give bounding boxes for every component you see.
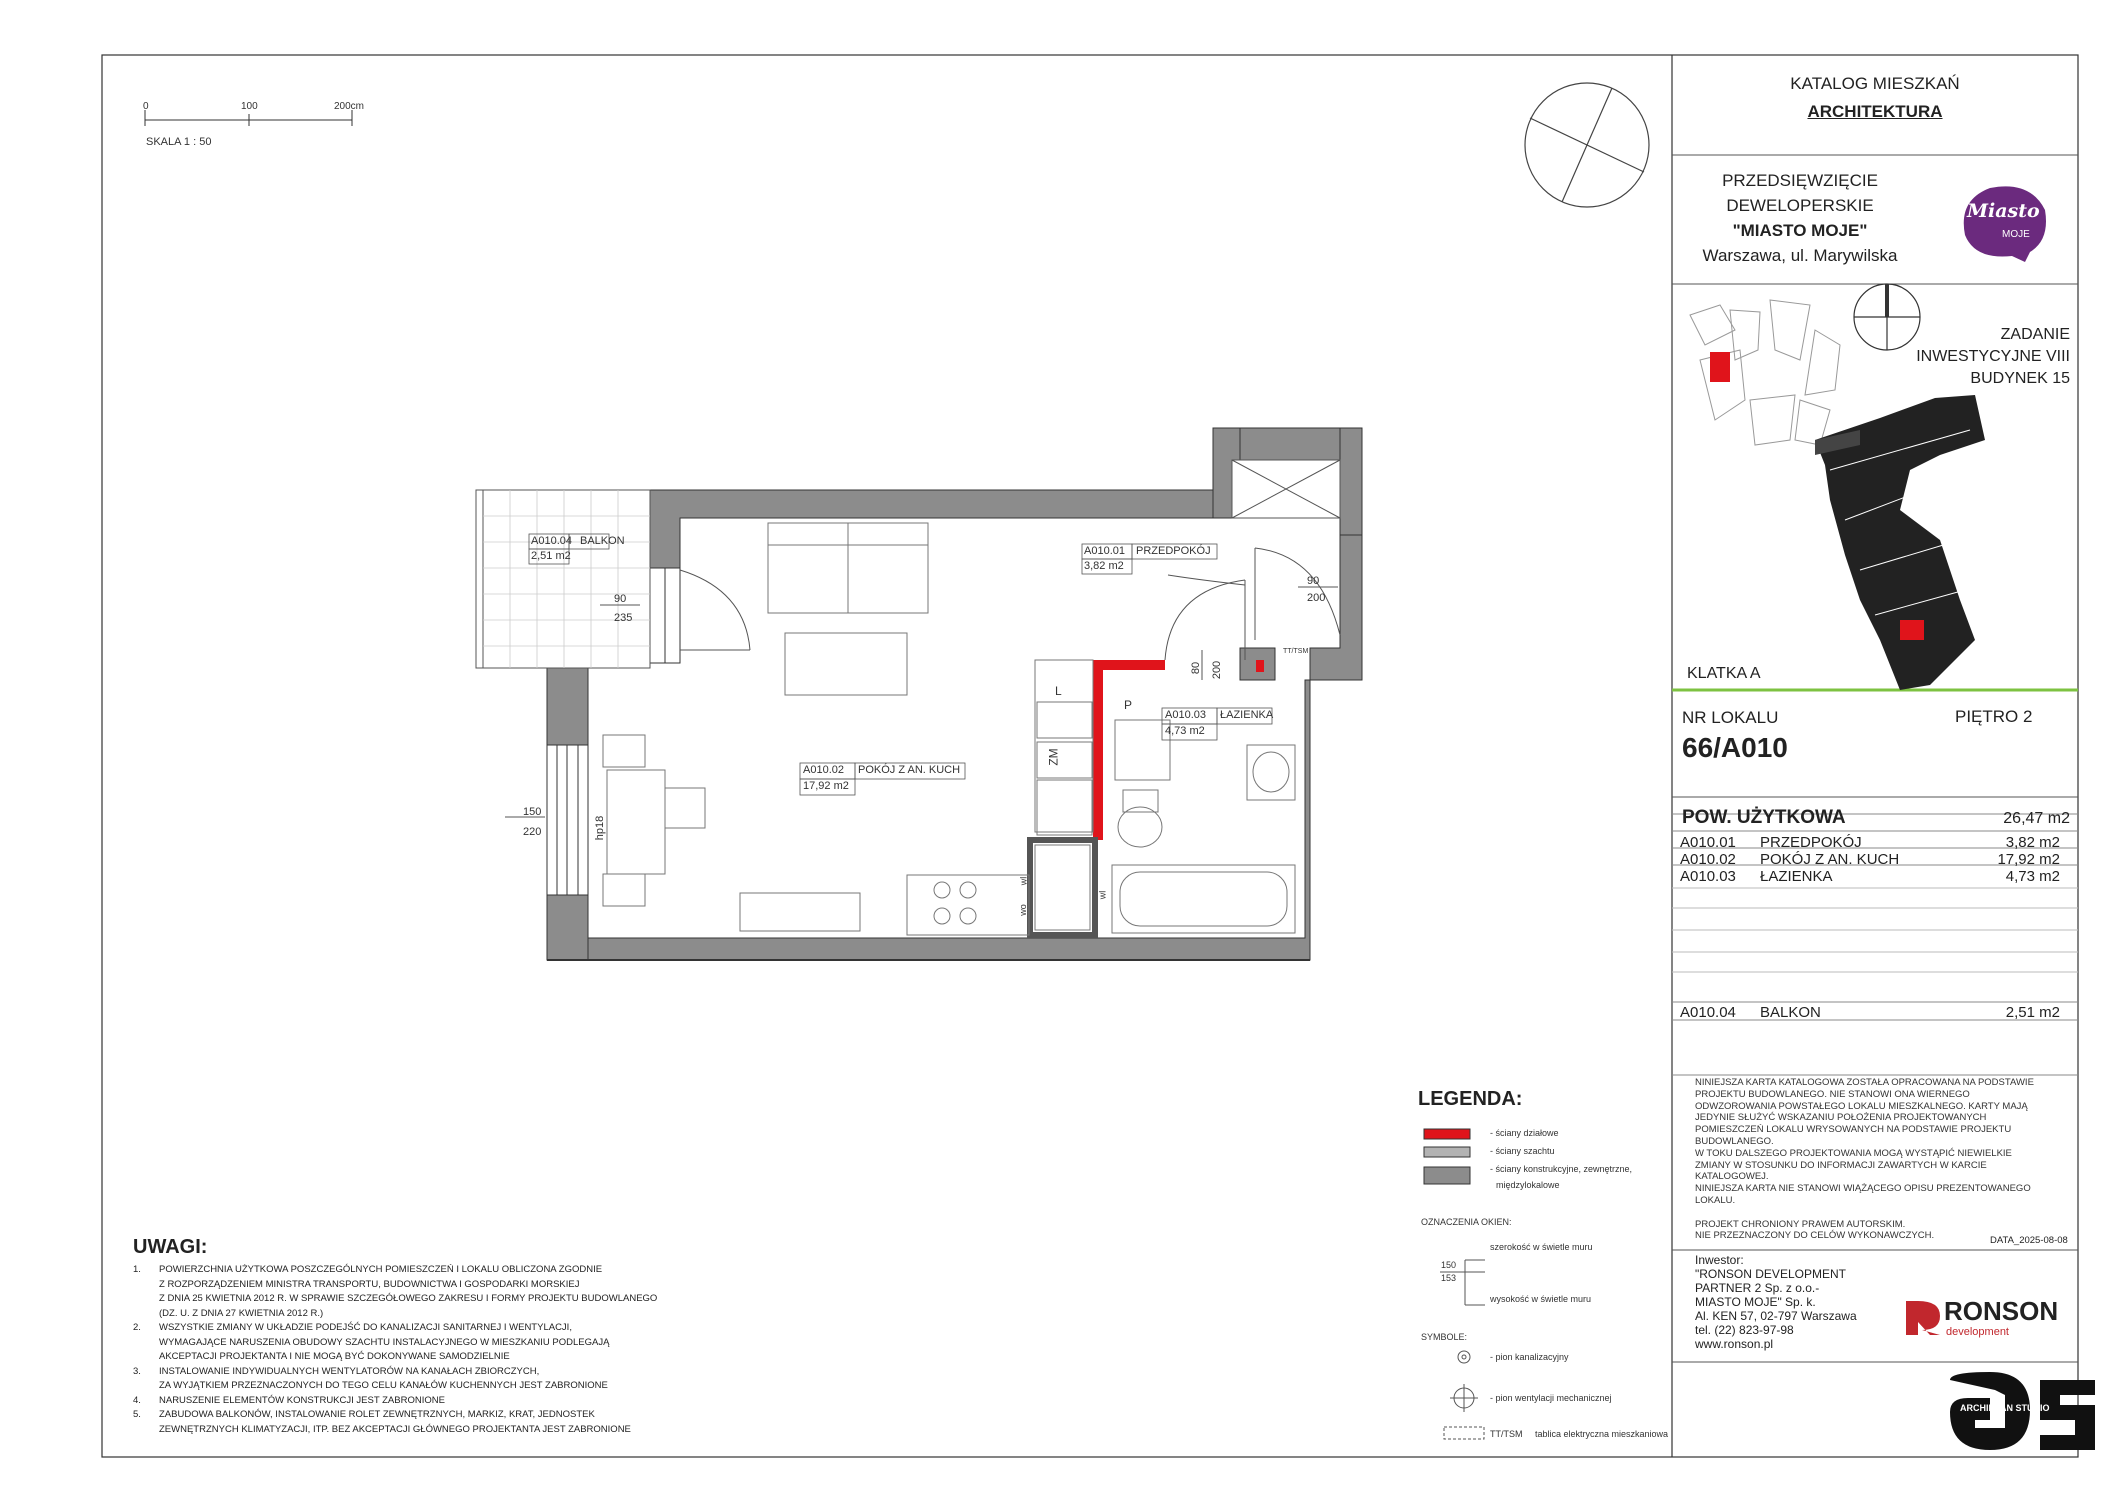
- legend-title: LEGENDA:: [1418, 1088, 1523, 1110]
- disclaimer-line: PROJEKT CHRONIONY PRAWEM AUTORSKIM.: [1695, 1218, 1906, 1230]
- pokoj-name: POKÓJ Z AN. KUCH: [858, 764, 961, 776]
- note-number: 5.: [133, 1409, 141, 1420]
- room-2-area: 17,92 m2: [1997, 851, 2060, 868]
- disclaimer-line: LOKALU.: [1695, 1194, 1736, 1206]
- window-width: 150: [523, 806, 542, 818]
- notes-list: [133, 1264, 733, 1438]
- note-row: [133, 1395, 733, 1410]
- note-text: Z ROZPORZĄDZENIEM MINISTRA TRANSPORTU, BUDOWNICTWA I GOSPODARKI MORSKIEJ: [159, 1278, 580, 1290]
- pokoj-code: A010.02: [803, 764, 844, 776]
- note-number: 3.: [133, 1365, 141, 1377]
- window-dims-b: 153: [1441, 1273, 1457, 1283]
- floor-label: PIĘTRO 2: [1955, 707, 2033, 726]
- studio-name: ARCHIPLAN STUDIO: [1960, 1403, 2050, 1413]
- lazienka-code: A010.03: [1165, 709, 1206, 721]
- note-text: INSTALOWANIE INDYWIDUALNYCH WENTYLATORÓW NA KANAŁACH ZBIORCZYCH,: [159, 1365, 540, 1377]
- scale-tick-100: 100: [241, 101, 258, 112]
- balcony-door-height: 235: [614, 612, 633, 624]
- note-row: [133, 1293, 733, 1308]
- balkon-area: 2,51 m2: [531, 550, 571, 562]
- disclaimer-line: KATALOGOWEJ.: [1695, 1171, 1769, 1183]
- pokoj-area: 17,92 m2: [803, 780, 849, 792]
- miasto-moje-logo: [1964, 186, 2046, 262]
- note-text: Z DNIA 25 KWIETNIA 2012 R. W SPRAWIE SZCZEGÓŁOWEGO ZAKRESU I FORMY PROJEKTU BUDOWLANEGO: [159, 1293, 658, 1304]
- label-l: L: [1055, 684, 1062, 698]
- window-dims-a: 150: [1441, 1260, 1457, 1270]
- legend-item-partition: - ściany działowe: [1490, 1128, 1559, 1138]
- notes-title: UWAGI:: [133, 1236, 208, 1258]
- symbol-electric-label: tablica elektryczna mieszkaniowa: [1535, 1429, 1669, 1439]
- building-key-plan: [1815, 395, 1985, 690]
- label-wl-2: wl: [1097, 890, 1108, 900]
- investor-line: tel. (22) 823-97-98: [1695, 1323, 1794, 1337]
- note-text: ZEWNĘTRZNYCH KLIMATYZACJI, ITP. BEZ AKCEPTACJI GŁÓWNEGO PROJEKTANTA JEST ZABRONIONE: [159, 1423, 631, 1435]
- area-label: POW. UŻYTKOWA: [1682, 807, 1846, 828]
- investor-line: MIASTO MOJE" Sp. k.: [1695, 1295, 1816, 1309]
- label-p: P: [1124, 698, 1133, 712]
- logo-text-moje: MOJE: [2002, 229, 2030, 240]
- note-text: WSZYSTKIE ZMIANY W UKŁADZIE PODEJŚĆ DO KANALIZACJI SANITARNEJ I WENTYLACJI,: [159, 1322, 572, 1333]
- room-3-name: ŁAZIENKA: [1760, 868, 1833, 885]
- disclaimer-line: NINIEJSZA KARTA KATALOGOWA ZOSTAŁA OPRACOWANA NA PODSTAWIE: [1695, 1077, 2034, 1088]
- task-line-3: BUDYNEK 15: [1970, 370, 2070, 387]
- legend-item-shaft: - ściany szachtu: [1490, 1146, 1555, 1156]
- label-wl-1: wl: [1018, 876, 1029, 886]
- disclaimer-line: BUDOWLANEGO.: [1695, 1135, 1774, 1147]
- task-line-1: ZADANIE: [2000, 326, 2070, 343]
- lazienka-name: ŁAZIENKA: [1220, 709, 1274, 721]
- project-name: "MIASTO MOJE": [1732, 221, 1868, 240]
- note-row: [133, 1351, 733, 1366]
- bath-door-width: 80: [1190, 661, 1203, 675]
- przedpokoj-code: A010.01: [1084, 545, 1125, 557]
- note-text: AKCEPTACJI PROJEKTANTA I NIE MOGĄ BYĆ DOKONYWANE SAMODZIELNIE: [159, 1351, 510, 1362]
- task-line-2: INWESTYCYJNE VIII: [1916, 348, 2070, 365]
- lazienka-area: 4,73 m2: [1165, 725, 1205, 737]
- balcony-area: [476, 490, 650, 668]
- investor-line: Al. KEN 57, 02-797 Warszawa: [1695, 1309, 1857, 1323]
- key-plan: [1690, 300, 1840, 445]
- note-row: [133, 1366, 733, 1381]
- room-1-code: A010.01: [1680, 834, 1736, 851]
- disclaimer-line: [1695, 1207, 2065, 1219]
- logo-text-miasto: Miasto: [1967, 200, 2040, 222]
- room-3-area: 4,73 m2: [2005, 868, 2060, 885]
- room-2-code: A010.02: [1680, 851, 1736, 868]
- window-height: 220: [523, 826, 542, 838]
- scale-label: SKALA 1 : 50: [146, 136, 212, 148]
- investor-line: Inwestor:: [1695, 1253, 1744, 1267]
- symbol-sewer-label: - pion kanalizacyjny: [1490, 1352, 1569, 1362]
- stair-label: KLATKA A: [1687, 665, 1761, 682]
- przedpokoj-name: PRZEDPOKÓJ: [1136, 545, 1211, 557]
- discipline-title: ARCHITEKTURA: [1807, 102, 1943, 121]
- note-row: [133, 1322, 733, 1337]
- note-text: ZABUDOWA BALKONÓW, INSTALOWANIE ROLET ZEWNĘTRZNYCH, MARKIZ, KRAT, JEDNOSTEK: [159, 1409, 595, 1420]
- window-width-label: szerokość w świetle muru: [1490, 1242, 1593, 1252]
- note-row: [133, 1424, 733, 1439]
- project-line-1: PRZEDSIĘWZIĘCIE: [1722, 171, 1878, 190]
- legend-item-structural-2: międzylokalowe: [1496, 1180, 1560, 1190]
- window-hp: hp18: [594, 815, 607, 841]
- disclaimer-line: JEDYNIE SŁUŻYĆ WSKAZANIU POŁOŻENIA PROJEKTOWANYCH: [1695, 1112, 1987, 1124]
- label-wo: wo: [1017, 904, 1028, 916]
- bath-door-height: 200: [1211, 660, 1224, 680]
- unit-number: 66/A010: [1682, 732, 1788, 763]
- note-row: [133, 1279, 733, 1294]
- windows-title: OZNACZENIA OKIEN:: [1421, 1217, 1512, 1227]
- label-zm: ZM: [1046, 748, 1061, 766]
- room-1-area: 3,82 m2: [2005, 834, 2060, 851]
- note-number: 2.: [133, 1322, 141, 1333]
- disclaimer-line: W TOKU DALSZEGO PROJEKTOWANIA MOGĄ WYSTĄPIĆ NIEWIELKIE: [1695, 1147, 2012, 1159]
- balkon-name: BALKON: [580, 535, 625, 547]
- room-2-name: POKÓJ Z AN. KUCH: [1760, 851, 1900, 868]
- note-row: [133, 1337, 733, 1352]
- legend-item-structural: - ściany konstrukcyjne, zewnętrzne,: [1490, 1164, 1633, 1174]
- balcony-code: A010.04: [1680, 1004, 1736, 1021]
- disclaimer: [1695, 1077, 2065, 1242]
- scale-bar: [145, 110, 352, 126]
- ronson-name: RONSON: [1944, 1296, 2059, 1326]
- partition-walls: [1093, 660, 1264, 840]
- disclaimer-line: PROJEKTU BUDOWLANEGO. NIE STANOWI ONA WIERNEGO: [1695, 1088, 1970, 1100]
- disclaimer-line: ODWZOROWANIA POWSTAŁEGO LOKALU MIESZKALNEGO. KARTY MAJĄ: [1695, 1100, 2028, 1112]
- symbol-electric-code: TT/TSM: [1490, 1429, 1523, 1439]
- scale-tick-0: 0: [143, 101, 149, 112]
- note-text: (DZ. U. Z DNIA 27 KWIETNIA 2012 R.): [159, 1307, 324, 1319]
- north-arrow-small: [1854, 284, 1920, 350]
- entry-door-width: 90: [1307, 575, 1320, 587]
- project-line-2: DEWELOPERSKIE: [1726, 196, 1874, 215]
- balkon-code: A010.04: [531, 535, 572, 547]
- note-text: NARUSZENIE ELEMENTÓW KONSTRUKCJI JEST ZABRONIONE: [159, 1394, 445, 1406]
- room-1-name: PRZEDPOKÓJ: [1760, 834, 1862, 851]
- note-row: [133, 1308, 733, 1323]
- symbols-title: SYMBOLE:: [1421, 1332, 1468, 1342]
- investor-line: PARTNER 2 Sp. z o.o.-: [1695, 1281, 1820, 1295]
- project-address: Warszawa, ul. Marywilska: [1702, 246, 1898, 265]
- balcony-area: 2,51 m2: [2005, 1004, 2060, 1021]
- disclaimer-line: POMIESZCZEŃ LOKALU WRYSOWANYCH NA PODSTAWIE PROJEKTU: [1695, 1124, 2012, 1136]
- disclaimer-line: NIE PRZEZNACZONY DO CELÓW WYKONAWCZYCH.: [1695, 1230, 1935, 1242]
- disclaimer-line: NINIEJSZA KARTA NIE STANOWI WIĄŻĄCEGO OPISU PREZENTOWANEGO: [1695, 1183, 2031, 1195]
- window-height-label: wysokość w świetle muru: [1490, 1294, 1592, 1304]
- note-row: [133, 1409, 733, 1424]
- note-number: 1.: [133, 1264, 141, 1275]
- note-row: [133, 1264, 733, 1279]
- doors: [680, 548, 1340, 660]
- note-text: ZA WYJĄTKIEM PRZEZNACZONYCH DO TEGO CELU KANAŁÓW KUCHENNYCH JEST ZABRONIONE: [159, 1380, 608, 1391]
- balcony-name: BALKON: [1760, 1004, 1821, 1021]
- ronson-sub: development: [1946, 1326, 2009, 1338]
- symbol-ventilation-label: - pion wentylacji mechanicznej: [1490, 1393, 1612, 1403]
- catalog-title: KATALOG MIESZKAŃ: [1790, 74, 1960, 93]
- balcony-door-width: 90: [614, 593, 627, 605]
- entry-door-height: 200: [1307, 592, 1326, 604]
- room-3-code: A010.03: [1680, 868, 1736, 885]
- note-text: POWIERZCHNIA UŻYTKOWA POSZCZEGÓLNYCH POMIESZCZEŃ I LOKALU OBLICZONA ZGODNIE: [159, 1264, 603, 1275]
- investor-info: [1695, 1253, 1925, 1351]
- przedpokoj-area: 3,82 m2: [1084, 560, 1124, 572]
- scale-tick-200: 200cm: [334, 101, 365, 112]
- north-arrow-large: [1525, 83, 1649, 207]
- note-text: WYMAGAJĄCE NARUSZENIA OBUDOWY SZACHTU INSTALACYJNEGO W MIESZKANIU PODLEGAJĄ: [159, 1336, 610, 1348]
- disclaimer-line: ZMIANY W STOSUNKU DO INFORMACJI ZAWARTYCH W KARCIE: [1695, 1159, 1987, 1171]
- area-total: 26,47 m2: [2003, 810, 2070, 827]
- unit-label: NR LOKALU: [1682, 708, 1779, 727]
- label-tt: TT/TSM: [1283, 648, 1309, 655]
- investor-line: www.ronson.pl: [1695, 1337, 1774, 1351]
- investor-line: "RONSON DEVELOPMENT: [1695, 1267, 1846, 1281]
- note-number: 4.: [133, 1394, 141, 1406]
- date: DATA_2025-08-08: [1990, 1235, 2068, 1246]
- note-row: [133, 1380, 733, 1395]
